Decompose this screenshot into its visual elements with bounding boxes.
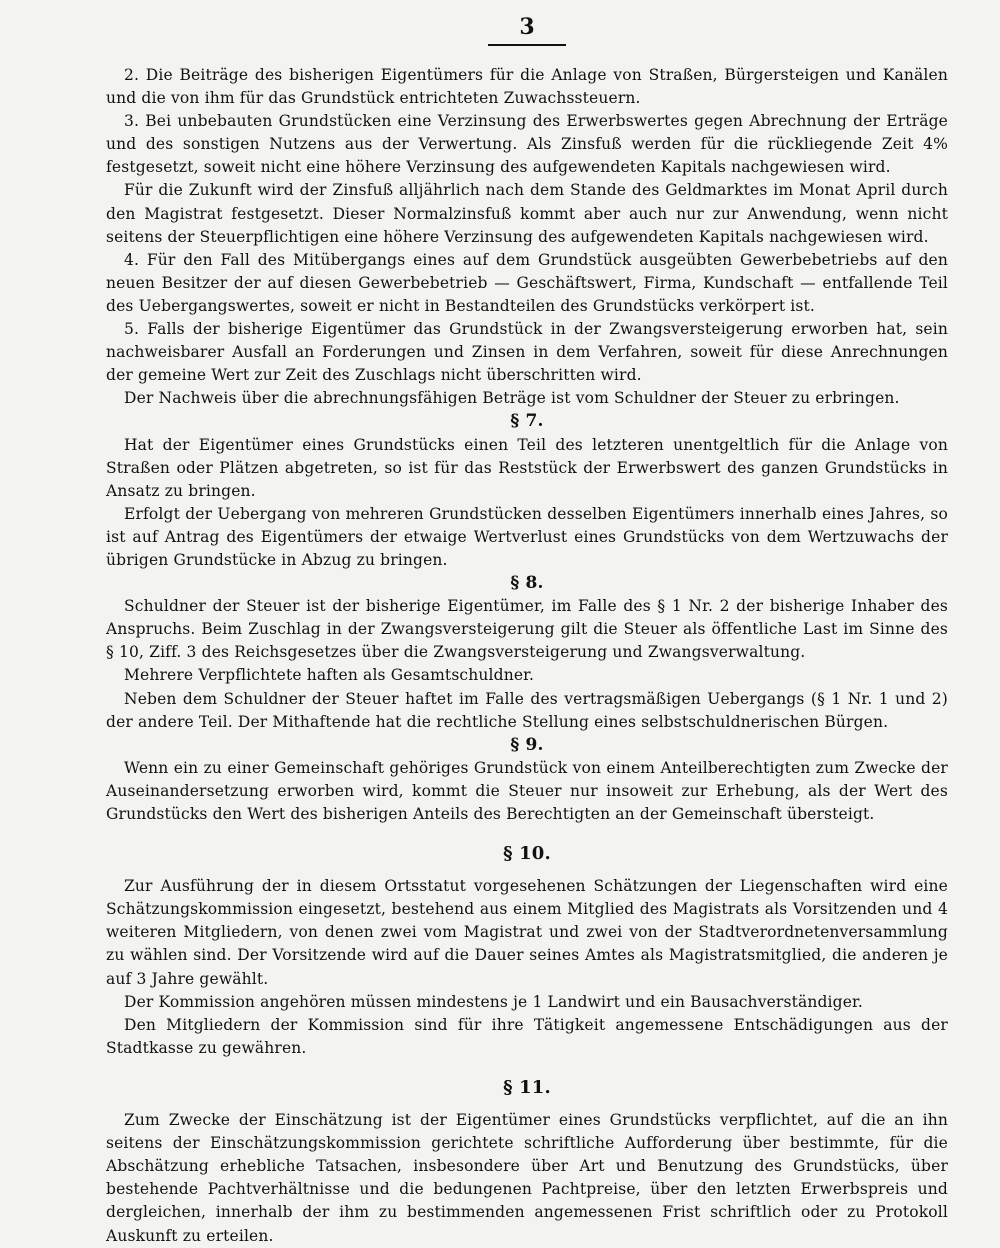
paragraph: 5. Falls der bisherige Eigentümer das Grundstück in der Zwangsversteigerung erworben hat, sein nachweisbarer Ausfall an Forderungen und Zinsen in dem Verfahren, soweit für diese Anrechnungen der gemeine Wert zur Zeit des Zuschlags nicht überschritten wird. (106, 320, 948, 385)
paragraph: Der Kommission angehören müssen mindestens je 1 Landwirt und ein Bausachverständiger. (124, 992, 863, 1011)
paragraph: Mehrere Verpflichtete haften als Gesamtschuldner. (124, 666, 535, 685)
page-number: 3 (519, 14, 535, 40)
section-heading: § 11. (503, 1076, 551, 1098)
paragraph: 2. Die Beiträge des bisherigen Eigentümers für die Anlage von Straßen, Bürgersteigen und Kanälen und die von ihm für das Grundstück entrichteten Zuwachssteuern. (106, 66, 948, 108)
section-heading: § 10. (503, 843, 551, 865)
section-heading: § 9. (510, 734, 544, 755)
paragraph: Der Nachweis über die abrechnungsfähigen Beträge ist vom Schuldner der Steuer zu erbringen. (124, 389, 900, 408)
paragraph: Zur Ausführung der in diesem Ortsstatut vorgesehenen Schätzungen der Liegenschaften wird eine Schätzungskommission eingesetzt, bestehend aus einem Mitglied des Magistrats als Vorsitzenden und 4 weiteren Mitgliedern, von denen zwei vom Magistrat und zwei von der Stadtverordnetenversammlung zu wählen sind. Der Vorsitzende wird auf die Dauer seines Amtes als Magistratsmitglied, die anderen je auf 3 Jahre gewählt. (106, 877, 948, 988)
paragraph: Erfolgt der Uebergang von mehreren Grundstücken desselben Eigentümers innerhalb eines Jahres, so ist auf Antrag des Eigentümers der etwaige Wertverlust eines Grundstücks von dem Wertzuwachs der übrigen Grundstücke in Abzug zu bringen. (106, 504, 948, 569)
page-number-rule (488, 44, 566, 46)
paragraph: Wenn ein zu einer Gemeinschaft gehöriges Grundstück von einem Anteilberechtigten zum Zwecke der Auseinandersetzung erworben wird, kommt die Steuer nur insoweit zur Erhebung, als der Wert des Grundstücks den Wert des bisherigen Anteils des Berechtigten an der Gemeinschaft übersteigt. (106, 758, 948, 823)
paragraph: 3. Bei unbebauten Grundstücken eine Verzinsung des Erwerbswertes gegen Abrechnung der Erträge und des sonstigen Nutzens aus der Verwertung. Als Zinsfuß werden für die rückliegende Zeit 4% festgesetzt, soweit nicht eine höhere Verzinsung des aufgewendeten Kapitals nachgewiesen wird. (106, 112, 948, 177)
paragraph: 4. Für den Fall des Mitübergangs eines auf dem Grundstück ausgeübten Gewerbebetriebs auf den neuen Besitzer der auf diesen Gewerbebetrieb — Geschäftswert, Firma, Kundschaft — entfallende Teil des Uebergangswertes, soweit er nicht in Bestandteilen des Grundstücks verkörpert ist. (106, 250, 948, 315)
paragraph: Den Mitgliedern der Kommission sind für ihre Tätigkeit angemessene Entschädigungen aus der Stadtkasse zu gewähren. (106, 1015, 948, 1057)
paragraph: Hat der Eigentümer eines Grundstücks einen Teil des letzteren unentgeltlich für die Anlage von Straßen oder Plätzen abgetreten, so ist für das Reststück der Erwerbswert des ganzen Grundstücks in Ansatz zu bringen. (106, 435, 948, 500)
paragraph: Schuldner der Steuer ist der bisherige Eigentümer, im Falle des § 1 Nr. 2 der bisherige Inhaber des Anspruchs. Beim Zuschlag in der Zwangsversteigerung gilt die Steuer als öffentliche Last im Sinne des § 10, Ziff. 3 des Reichsgesetzes über die Zwangsversteigerung und Zwangsverwaltung. (106, 597, 948, 662)
section-heading: § 7. (510, 411, 544, 432)
section-heading: § 8. (510, 573, 544, 594)
paragraph: Neben dem Schuldner der Steuer haftet im Falle des vertragsmäßigen Uebergangs (§ 1 Nr. 1 und 2) der andere Teil. Der Mithaftende hat die rechtliche Stellung eines selbstschuldnerischen Bürgen. (106, 689, 948, 731)
paragraph: Für die Zukunft wird der Zinsfuß alljährlich nach dem Stande des Geldmarktes im Monat April durch den Magistrat festgesetzt. Dieser Normalzinsfuß kommt aber auch nur zur Anwendung, wenn nicht seitens der Steuerpflichtigen eine höhere Verzinsung des aufgewendeten Kapitals nachgewiesen wird. (106, 181, 948, 246)
document-body (106, 64, 948, 1248)
paragraph: Zum Zwecke der Einschätzung ist der Eigentümer eines Grundstücks verpflichtet, auf die an ihn seitens der Einschätzungskommission gerichtete schriftliche Aufforderung über bestimmte, für die Abschätzung erhebliche Tatsachen, insbesondere über Art und Benutzung des Grundstücks, über bestehende Pachtverhältnisse und die bedungenen Pachtpreise, über den letzten Erwerbspreis und dergleichen, innerhalb der ihm zu bestimmenden angemessenen Frist schriftlich oder zu Protokoll Auskunft zu erteilen. (106, 1111, 948, 1245)
